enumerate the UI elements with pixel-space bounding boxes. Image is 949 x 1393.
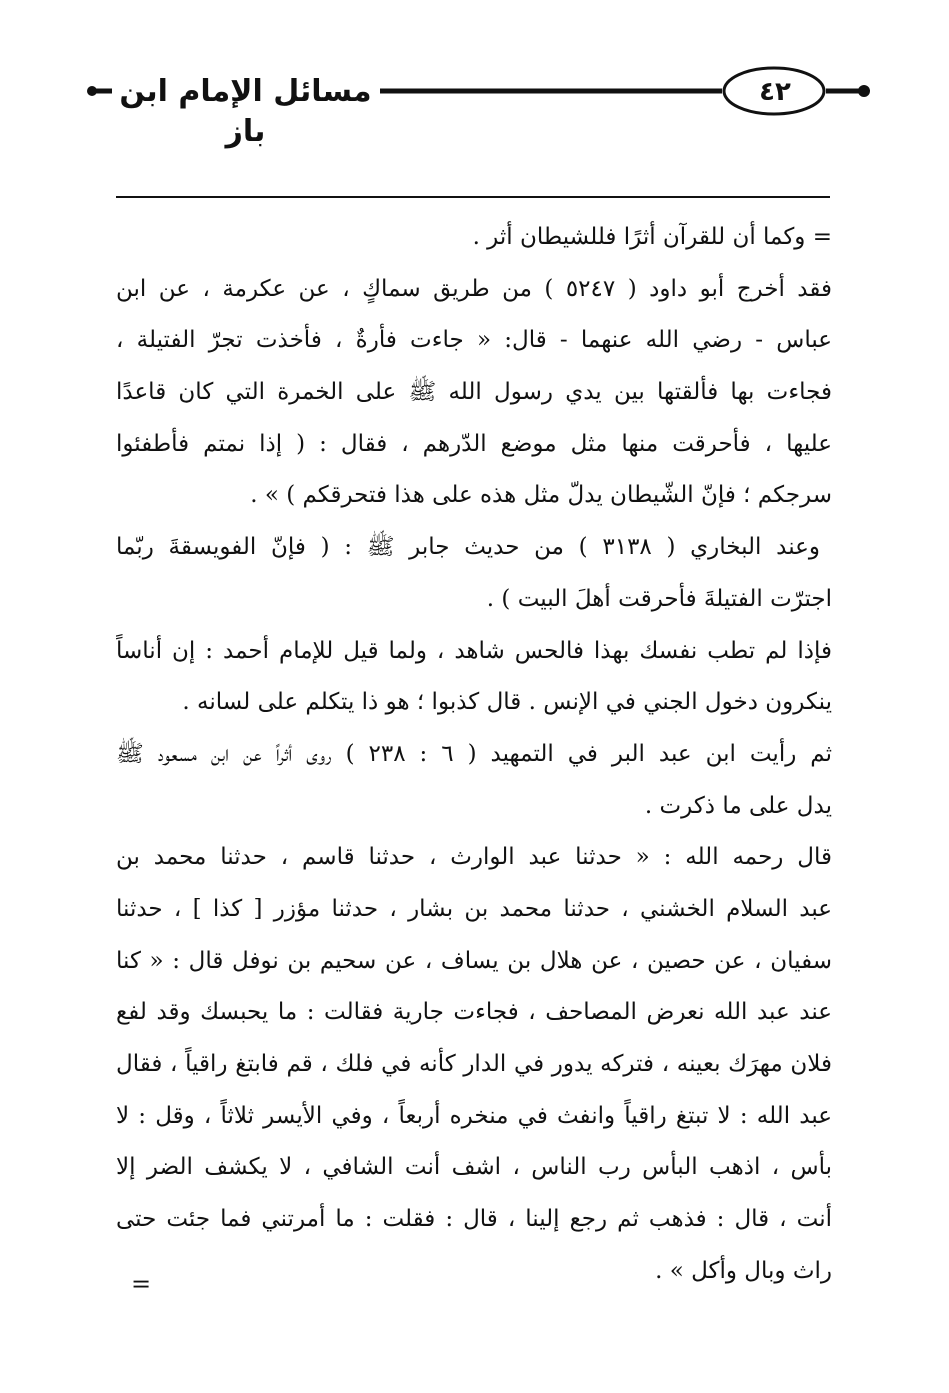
book-title: مسائل الإمام ابن باز [119, 74, 372, 149]
text-line: وعند البخاري ( ٣١٣٨ ) من حديث جابر ﷺ : ( فإنّ الفويسقةَ ربّما [116, 534, 820, 561]
page-header [0, 0, 949, 150]
top-divider [116, 196, 830, 198]
text-line: عباس - رضي الله عنهما - قال: « جاءت فأرةٌ ، فأخذت تجرّ الفتيلة ، [116, 327, 832, 354]
text-line: فلان مهرَك بعينه ، فتركه يدور في الدار كأنه في فلك ، قم فابتغ راقياً ، فقال [116, 1051, 832, 1077]
text-line: بأس ، اذهب البأس رب الناس ، اشف أنت الشافي ، لا يكشف الضر إلا [116, 1154, 832, 1181]
text-line: راث وبال وأكل » . [655, 1257, 832, 1284]
text-line: اجترّت الفتيلةَ فأحرقت أهلَ البيت ) . [486, 585, 832, 612]
text-line: عليها ، فأحرقت منها مثل موضع الدّرهم ، فقال : ( إذا نمتم فأطفئوا [116, 430, 832, 457]
text-line: يدل على ما ذكرت . [644, 792, 832, 819]
text-line: = وكما أن للقرآن أثرًا فللشيطان أثر . [472, 224, 832, 250]
text-line: ينكرون دخول الجني في الإنس . قال كذبوا ؛ هو ذا يتكلم على لسانه . [182, 689, 832, 716]
text-line: فجاءت بها فألقتها بين يدي رسول الله ﷺ على الخمرة التي كان قاعدًا [116, 379, 832, 406]
text-line: سرجكم ؛ فإنّ الشّيطان يدلّ مثل هذه على هذا فتحرقكم ) » . [250, 482, 832, 509]
text-line: عبد السلام الخشني ، حدثنا محمد بن بشار ، حدثنا مؤزر [ كذا ] ، حدثنا [116, 895, 832, 922]
text-line: ثم رأيت ابن عبد البر في التمهيد ( ٦ : ٢٣٨ ) روى أثراً عن ابن مسعود ﷺ [116, 740, 832, 767]
body-text [116, 212, 832, 1297]
text-line: سفيان ، عن حصين ، عن هلال بن يساف ، عن سحيم بن نوفل قال : « كنا [116, 947, 832, 974]
page-number: ٤٢ [759, 77, 791, 107]
text-line: فإذا لم تطب نفسك بهذا فالحس شاهد ، ولما قيل للإمام أحمد : إن أناساً [116, 637, 832, 664]
text-line: أنت ، قال : فذهب ثم رجع إلينا ، قال : فقلت : ما أمرتني فما جئت حتى [116, 1206, 832, 1233]
continuation-mark: = [130, 1270, 152, 1298]
text-line: قال رحمه الله : « حدثنا عبد الوارث ، حدثنا قاسم ، حدثنا محمد بن [116, 844, 832, 871]
header-left-dot [87, 86, 97, 96]
text-line: عبد الله : لا تبتغ راقياً وانفث في منخره أربعاً ، وفي الأيسر ثلاثاً ، وقل : لا [116, 1102, 832, 1129]
header-right-dot [858, 85, 870, 97]
text-line: فقد أخرج أبو داود ( ٥٢٤٧ ) من طريق سماكٍ ، عن عكرمة ، عن ابن [116, 275, 832, 302]
text-line: عند عبد الله نعرض المصاحف ، فجاءت جارية فقالت : ما يحبسك وقد لفع [116, 999, 832, 1026]
